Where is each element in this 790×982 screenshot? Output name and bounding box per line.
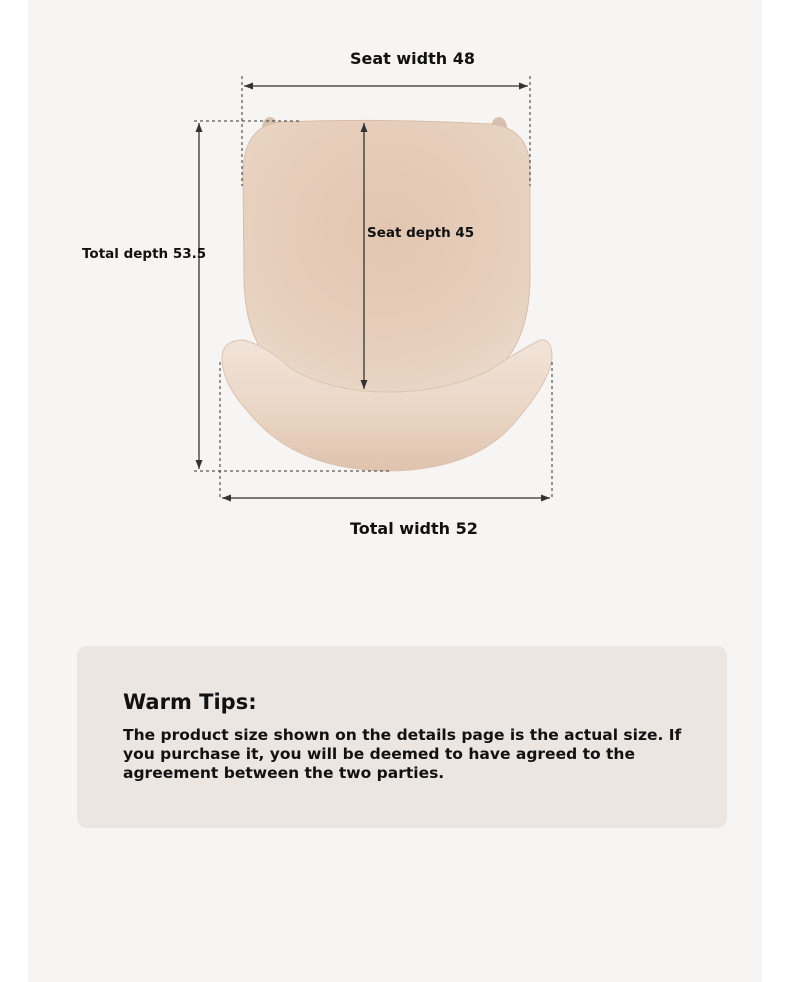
total-width-label: Total width 52	[350, 519, 478, 538]
warm-tips-box	[77, 646, 727, 828]
total-depth-label: Total depth 53.5	[82, 246, 207, 262]
warm-tips-title: Warm Tips:	[123, 690, 257, 714]
seat-width-label: Seat width 48	[350, 49, 475, 68]
chair-backrest	[243, 120, 530, 392]
seat-depth-label: Seat depth 45	[367, 225, 475, 241]
warm-tips-text: The product size shown on the details page is the actual size. If you purchase it, you will be deemed to have agreed to the agreement between the two parties.	[123, 726, 682, 782]
